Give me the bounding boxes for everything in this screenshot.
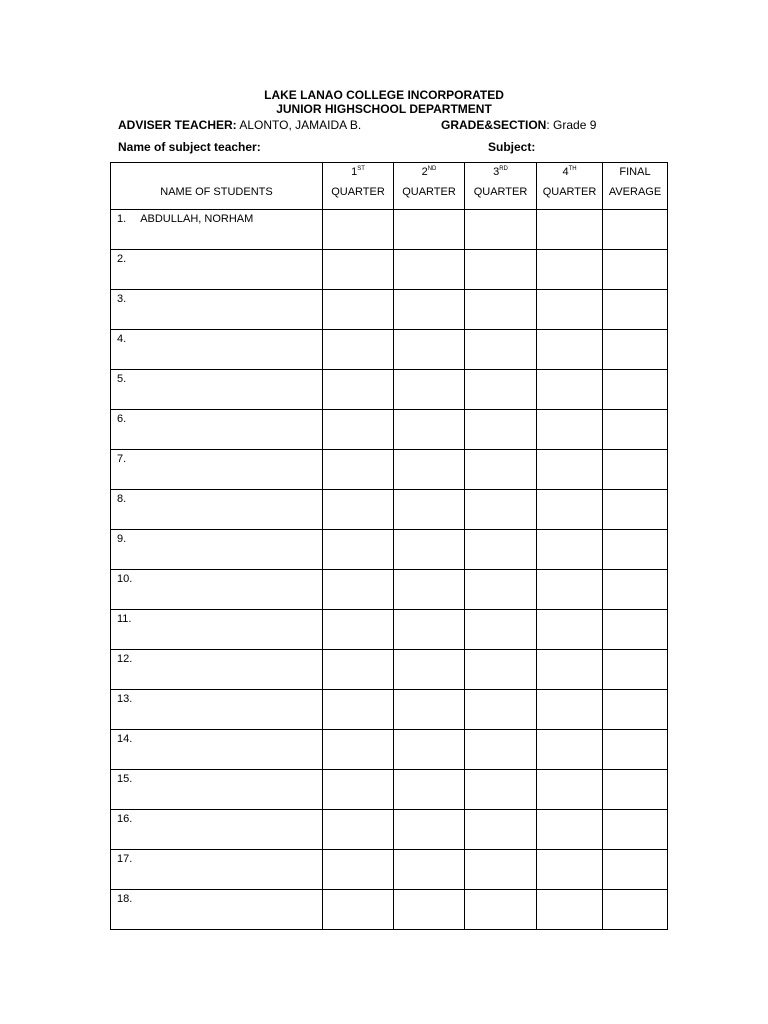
q4-grade-cell[interactable] [537, 410, 603, 450]
q3-grade-cell[interactable] [465, 810, 537, 850]
q4-grade-cell[interactable] [537, 250, 603, 290]
header-3rd-quarter [465, 163, 537, 210]
grade-section-value: : Grade 9 [546, 118, 597, 132]
table-row [111, 530, 668, 570]
row-number: 5. [117, 373, 127, 385]
q3-grade-cell[interactable] [465, 730, 537, 770]
table-row [111, 610, 668, 650]
q2-grade-cell[interactable] [394, 850, 465, 890]
average-label: AVERAGE [608, 186, 662, 198]
student-rows [111, 210, 668, 930]
student-name [132, 573, 146, 585]
row-number: 12. [117, 653, 133, 665]
adviser-label: ADVISER TEACHER: [118, 118, 237, 132]
final-average-cell[interactable] [603, 890, 668, 930]
q1-grade-cell[interactable] [323, 850, 394, 890]
q2-grade-cell[interactable] [394, 410, 465, 450]
q3-grade-cell[interactable] [465, 850, 537, 890]
q4-grade-cell[interactable] [537, 370, 603, 410]
student-name-cell[interactable] [111, 250, 323, 290]
table-row [111, 210, 668, 250]
final-average-cell[interactable] [603, 370, 668, 410]
student-name [126, 413, 140, 425]
student-name-cell[interactable] [111, 730, 323, 770]
table-row [111, 650, 668, 690]
q1-grade-cell[interactable] [323, 530, 394, 570]
row-number: 6. [117, 413, 127, 425]
department-name: JUNIOR HIGHSCHOOL DEPARTMENT [276, 102, 492, 116]
student-name-cell[interactable] [111, 330, 323, 370]
table-row [111, 570, 668, 610]
student-name-cell[interactable] [111, 210, 323, 250]
q1-grade-cell[interactable] [323, 330, 394, 370]
q3-quarter-label: QUARTER [473, 186, 528, 198]
q3-grade-cell[interactable] [465, 210, 537, 250]
student-name-cell[interactable] [111, 650, 323, 690]
q2-grade-cell[interactable] [394, 530, 465, 570]
student-name-cell[interactable] [111, 410, 323, 450]
final-average-cell[interactable] [603, 450, 668, 490]
final-average-cell[interactable] [603, 570, 668, 610]
adviser-value: ALONTO, JAMAIDA B. [236, 118, 362, 132]
final-average-cell[interactable] [603, 850, 668, 890]
q3-grade-cell[interactable] [465, 450, 537, 490]
student-name [132, 733, 146, 745]
student-name-cell[interactable] [111, 290, 323, 330]
row-number: 7. [117, 453, 127, 465]
final-average-cell[interactable] [603, 410, 668, 450]
student-name [132, 773, 146, 785]
table-row [111, 370, 668, 410]
q4-grade-cell[interactable] [537, 330, 603, 370]
subject-teacher-label: Name of subject teacher: [118, 140, 261, 154]
q4-number: 4 [562, 166, 569, 178]
q2-grade-cell[interactable] [394, 330, 465, 370]
row-number: 8. [117, 493, 127, 505]
student-name-cell[interactable] [111, 490, 323, 530]
table-header-row [111, 163, 668, 210]
q3-grade-cell[interactable] [465, 410, 537, 450]
q1-grade-cell[interactable] [323, 370, 394, 410]
q4-grade-cell[interactable] [537, 450, 603, 490]
q4-grade-cell[interactable] [537, 570, 603, 610]
student-name-cell[interactable] [111, 530, 323, 570]
q3-grade-cell[interactable] [465, 570, 537, 610]
final-average-cell[interactable] [603, 290, 668, 330]
q3-grade-cell[interactable] [465, 370, 537, 410]
q1-grade-cell[interactable] [323, 570, 394, 610]
q3-grade-cell[interactable] [465, 690, 537, 730]
student-name-cell[interactable] [111, 890, 323, 930]
final-average-cell[interactable] [603, 730, 668, 770]
q1-grade-cell[interactable] [323, 650, 394, 690]
student-name [131, 613, 145, 625]
row-number: 10. [117, 573, 133, 585]
student-name-cell[interactable] [111, 450, 323, 490]
q2-grade-cell[interactable] [394, 690, 465, 730]
adviser-line [118, 118, 361, 132]
q4-grade-cell[interactable] [537, 490, 603, 530]
student-name [132, 853, 146, 865]
header-name-of-students: NAME OF STUDENTS [111, 163, 323, 210]
student-name-cell[interactable] [111, 850, 323, 890]
student-name [132, 693, 146, 705]
q2-grade-cell[interactable] [394, 450, 465, 490]
q1-grade-cell[interactable] [323, 410, 394, 450]
student-name [126, 373, 140, 385]
final-average-cell[interactable] [603, 610, 668, 650]
row-number: 13. [117, 693, 133, 705]
row-number: 16. [117, 813, 133, 825]
q2-grade-cell[interactable] [394, 490, 465, 530]
q3-suffix: RD [499, 166, 508, 172]
table-row [111, 850, 668, 890]
q3-number: 3 [493, 166, 500, 178]
q3-grade-cell[interactable] [465, 610, 537, 650]
table-row [111, 250, 668, 290]
final-average-cell[interactable] [603, 330, 668, 370]
q4-suffix: TH [568, 166, 577, 172]
q3-grade-cell[interactable] [465, 650, 537, 690]
table-row [111, 330, 668, 370]
student-name-cell[interactable] [111, 370, 323, 410]
q4-grade-cell[interactable] [537, 810, 603, 850]
q2-grade-cell[interactable] [394, 650, 465, 690]
q2-grade-cell[interactable] [394, 250, 465, 290]
student-name [126, 333, 140, 345]
q1-grade-cell[interactable] [323, 610, 394, 650]
q4-grade-cell[interactable] [537, 610, 603, 650]
q3-grade-cell[interactable] [465, 250, 537, 290]
student-name-cell[interactable] [111, 610, 323, 650]
q4-grade-cell[interactable] [537, 650, 603, 690]
student-name [132, 893, 146, 905]
row-number: 15. [117, 773, 133, 785]
grades-table [110, 162, 668, 930]
q3-grade-cell[interactable] [465, 490, 537, 530]
q4-grade-cell[interactable] [537, 210, 603, 250]
q1-suffix: ST [357, 166, 365, 172]
q2-grade-cell[interactable] [394, 290, 465, 330]
table-row [111, 490, 668, 530]
table-row [111, 730, 668, 770]
final-average-cell[interactable] [603, 650, 668, 690]
row-number: 9. [117, 533, 127, 545]
header-4th-quarter [537, 163, 603, 210]
student-name-cell[interactable] [111, 570, 323, 610]
q4-grade-cell[interactable] [537, 530, 603, 570]
q2-grade-cell[interactable] [394, 730, 465, 770]
q4-grade-cell[interactable] [537, 690, 603, 730]
header-final-average [603, 163, 668, 210]
final-average-cell[interactable] [603, 490, 668, 530]
q2-suffix: ND [427, 166, 437, 172]
grade-section-line [441, 118, 596, 132]
student-name [126, 533, 140, 545]
student-name-cell[interactable] [111, 810, 323, 850]
q4-grade-cell[interactable] [537, 730, 603, 770]
row-number: 3. [117, 293, 127, 305]
subject-label: Subject: [488, 140, 536, 154]
grade-section-label: GRADE&SECTION [441, 118, 547, 132]
student-name [126, 493, 140, 505]
final-average-cell[interactable] [603, 770, 668, 810]
q1-grade-cell[interactable] [323, 890, 394, 930]
q1-grade-cell[interactable] [323, 810, 394, 850]
q1-grade-cell[interactable] [323, 210, 394, 250]
q2-grade-cell[interactable] [394, 610, 465, 650]
student-name: ABDULLAH, NORHAM [140, 213, 254, 225]
q2-grade-cell[interactable] [394, 890, 465, 930]
q1-grade-cell[interactable] [323, 290, 394, 330]
row-number: 4. [117, 333, 127, 345]
student-name [132, 813, 146, 825]
q2-quarter-label: QUARTER [402, 186, 456, 198]
q2-grade-cell[interactable] [394, 210, 465, 250]
row-number: 14. [117, 733, 133, 745]
table-row [111, 770, 668, 810]
final-average-cell[interactable] [603, 530, 668, 570]
q4-quarter-label: QUARTER [542, 186, 597, 198]
q3-grade-cell[interactable] [465, 890, 537, 930]
row-number: 2. [117, 253, 127, 265]
student-name [132, 653, 146, 665]
table-row [111, 410, 668, 450]
q1-grade-cell[interactable] [323, 450, 394, 490]
q3-grade-cell[interactable] [465, 330, 537, 370]
q2-grade-cell[interactable] [394, 570, 465, 610]
q2-number: 2 [421, 166, 428, 178]
student-name [126, 453, 140, 465]
q3-grade-cell[interactable] [465, 530, 537, 570]
final-average-cell[interactable] [603, 690, 668, 730]
row-number: 18. [117, 893, 133, 905]
q4-grade-cell[interactable] [537, 850, 603, 890]
q1-grade-cell[interactable] [323, 690, 394, 730]
final-average-cell[interactable] [603, 810, 668, 850]
header-2nd-quarter [394, 163, 465, 210]
q1-grade-cell[interactable] [323, 730, 394, 770]
q4-grade-cell[interactable] [537, 290, 603, 330]
table-row [111, 290, 668, 330]
q2-grade-cell[interactable] [394, 370, 465, 410]
student-name-cell[interactable] [111, 690, 323, 730]
school-name: LAKE LANAO COLLEGE INCORPORATED [264, 88, 504, 102]
q1-grade-cell[interactable] [323, 250, 394, 290]
q3-grade-cell[interactable] [465, 770, 537, 810]
table-row [111, 890, 668, 930]
final-label: FINAL [619, 166, 651, 178]
final-average-cell[interactable] [603, 210, 668, 250]
student-name [126, 253, 140, 265]
table-row [111, 810, 668, 850]
q2-grade-cell[interactable] [394, 810, 465, 850]
student-name [126, 293, 140, 305]
q4-grade-cell[interactable] [537, 890, 603, 930]
row-number: 1. [117, 213, 127, 225]
table-row [111, 690, 668, 730]
q1-number: 1 [351, 166, 358, 178]
student-name-cell[interactable] [111, 770, 323, 810]
q1-quarter-label: QUARTER [331, 186, 385, 198]
q4-grade-cell[interactable] [537, 770, 603, 810]
q1-grade-cell[interactable] [323, 490, 394, 530]
header-1st-quarter [323, 163, 394, 210]
final-average-cell[interactable] [603, 250, 668, 290]
row-number: 11. [117, 613, 132, 625]
table-row [111, 450, 668, 490]
q1-grade-cell[interactable] [323, 770, 394, 810]
q3-grade-cell[interactable] [465, 290, 537, 330]
row-number: 17. [117, 853, 133, 865]
q2-grade-cell[interactable] [394, 770, 465, 810]
